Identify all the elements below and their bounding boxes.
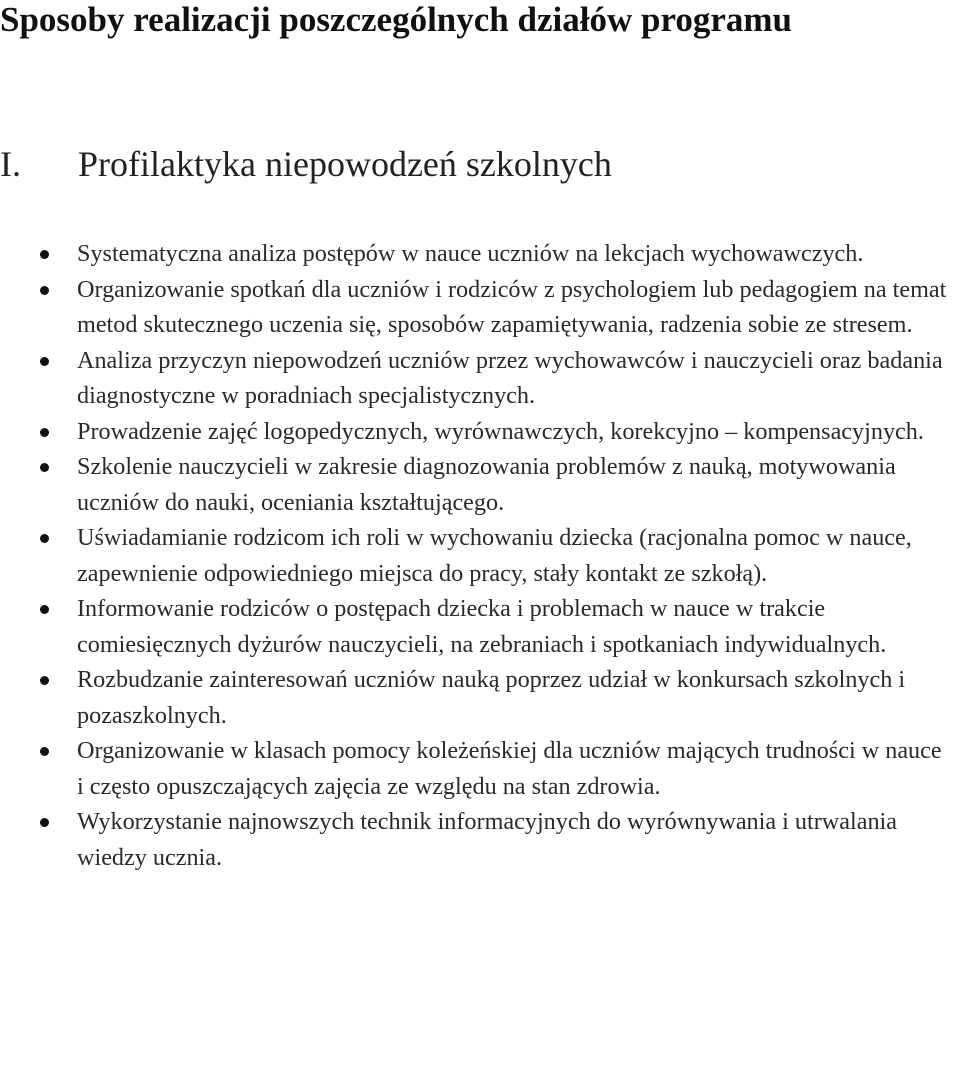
bullet-icon (40, 605, 49, 614)
list-item-text: Organizowanie spotkań dla uczniów i rodziców z psychologiem lub pedagogiem na temat metod skutecznego uczenia się, sposobów zapamiętywania, radzenia sobie ze stresem. (77, 275, 947, 338)
list-item-text: Organizowanie w klasach pomocy koleżeńskiej dla uczniów mających trudności w nauce i często opuszczających zajęcia ze względu na stan zdrowia. (77, 737, 942, 800)
list-item (0, 414, 960, 450)
bullet-list (0, 236, 960, 875)
document-title: Sposoby realizacji poszczególnych działów programu (0, 0, 793, 39)
bullet-icon (40, 676, 49, 685)
bullet-icon (40, 534, 49, 543)
bullet-icon (40, 818, 49, 827)
section-heading (0, 143, 612, 185)
bullet-icon (40, 250, 49, 259)
list-item-text: Informowanie rodziców o postępach dziecka i problemach w nauce w trakcie comiesięcznych dyżurów nauczycieli, na zebraniach i spotkaniach indywidualnych. (77, 595, 887, 658)
list-item (0, 591, 960, 662)
list-item (0, 733, 960, 804)
list-item (0, 662, 960, 733)
section-number: I. (0, 144, 21, 184)
list-item-text: Szkolenie nauczycieli w zakresie diagnozowania problemów z nauką, motywowania uczniów do nauki, oceniania kształtującego. (77, 453, 896, 516)
list-item-text: Rozbudzanie zainteresowań uczniów nauką poprzez udział w konkursach szkolnych i pozaszkolnych. (77, 666, 906, 729)
list-item-text: Prowadzenie zajęć logopedycznych, wyrównawczych, korekcyjno – kompensacyjnych. (77, 417, 924, 445)
bullet-icon (40, 428, 49, 437)
list-item (0, 520, 960, 591)
bullet-icon (40, 747, 49, 756)
bullet-icon (40, 286, 49, 295)
list-item (0, 343, 960, 414)
list-item (0, 449, 960, 520)
section-title: Profilaktyka niepowodzeń szkolnych (78, 144, 612, 184)
list-item-text: Analiza przyczyn niepowodzeń uczniów przez wychowawców i nauczycieli oraz badania diagnostyczne w poradniach specjalistycznych. (77, 346, 943, 409)
list-item-text: Wykorzystanie najnowszych technik informacyjnych do wyrównywania i utrwalania wiedzy ucznia. (77, 808, 897, 871)
bullet-icon (40, 357, 49, 366)
list-item (0, 236, 960, 272)
list-item (0, 804, 960, 875)
bullet-icon (40, 463, 49, 472)
list-item-text: Uświadamianie rodzicom ich roli w wychowaniu dziecka (racjonalna pomoc w nauce, zapewnienie odpowiedniego miejsca do pracy, stały kontakt ze szkołą). (77, 524, 912, 587)
list-item-text: Systematyczna analiza postępów w nauce uczniów na lekcjach wychowawczych. (77, 240, 864, 267)
list-item (0, 272, 960, 343)
